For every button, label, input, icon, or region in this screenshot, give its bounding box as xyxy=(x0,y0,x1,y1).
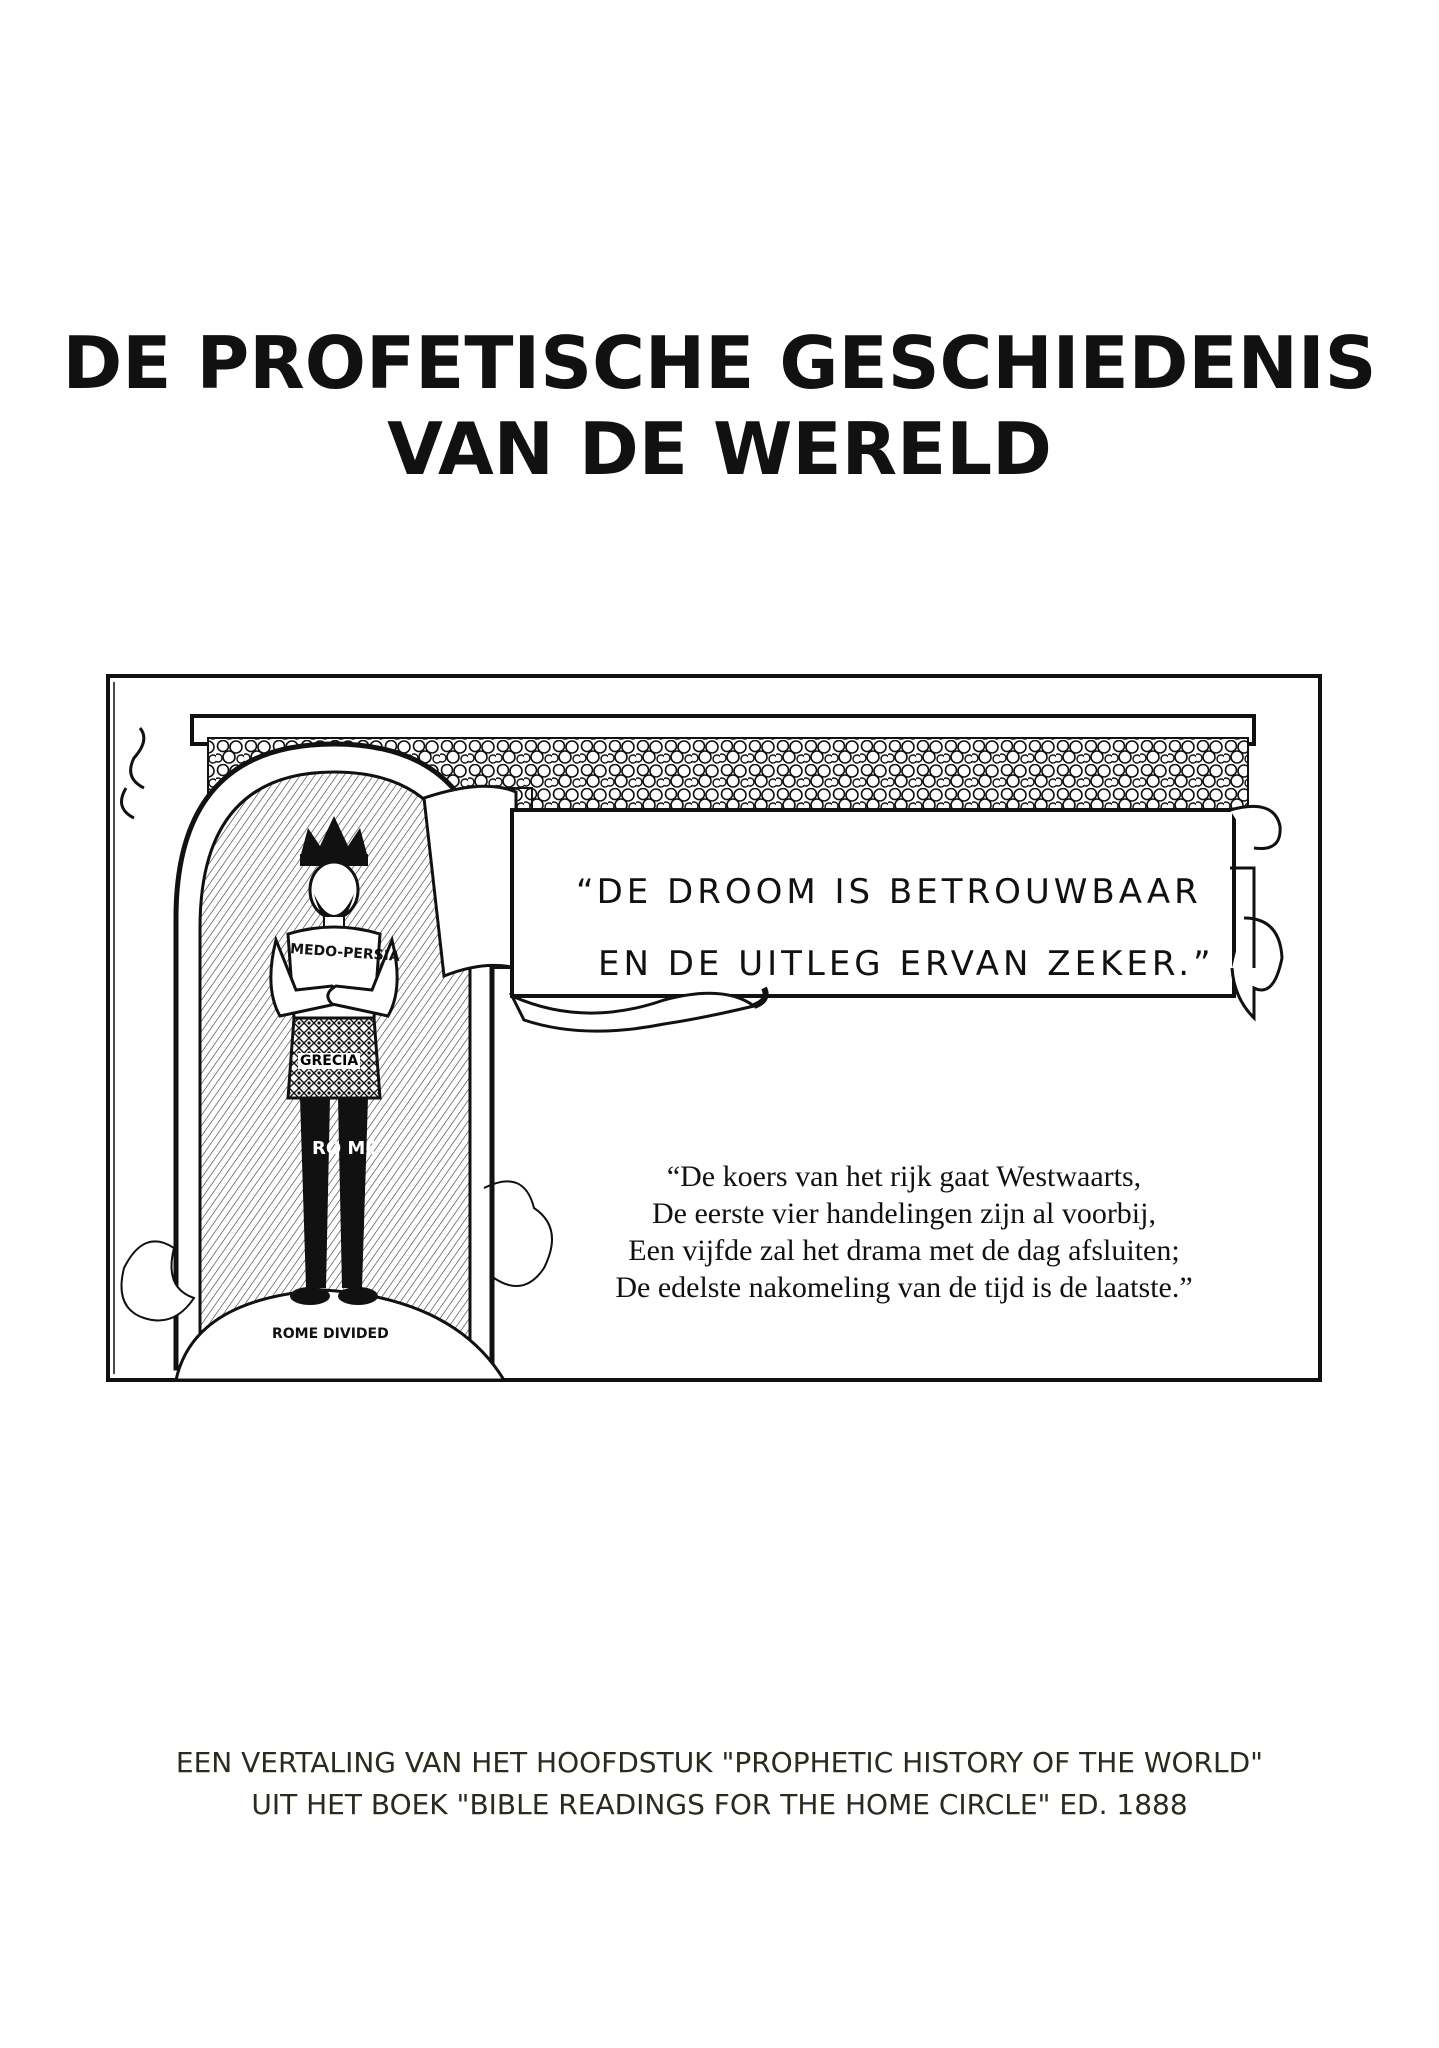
label-rome-divided: ROME DIVIDED xyxy=(272,1326,389,1342)
footer-line-2: UIT HET BOEK "BIBLE READINGS FOR THE HOME CIRCLE" ED. 1888 xyxy=(251,1788,1188,1821)
poem-line: Een vijfde zal het drama met de dag afsluiten; xyxy=(628,1234,1180,1267)
title-line-1: DE PROFETISCHE GESCHIEDENIS xyxy=(62,321,1377,406)
banner-line-1: “DE DROOM IS BETROUWBAAR xyxy=(576,872,1202,912)
banner-line-2: EN DE UITLEG ERVAN ZEKER.” xyxy=(598,944,1215,984)
label-medo-persia: MEDO-PERSIA xyxy=(289,941,401,965)
poem-line: De edelste nakomeling van de tijd is de laatste.” xyxy=(615,1271,1193,1304)
label-rome: RO ME xyxy=(312,1138,378,1159)
label-grecia: GRECIA xyxy=(300,1053,359,1069)
poem-quote xyxy=(544,1158,1264,1306)
prophetic-statue-illustration xyxy=(104,668,1326,1388)
poem-line: “De koers van het rijk gaat Westwaarts, xyxy=(666,1160,1142,1193)
title-line-2: VAN DE WERELD xyxy=(387,407,1052,492)
footer-line-1: EEN VERTALING VAN HET HOOFDSTUK "PROPHETIC HISTORY OF THE WORLD" xyxy=(175,1746,1264,1779)
translation-note xyxy=(0,1742,1439,1826)
poem-line: De eerste vier handelingen zijn al voorbij, xyxy=(652,1197,1156,1230)
document-title xyxy=(0,320,1439,492)
